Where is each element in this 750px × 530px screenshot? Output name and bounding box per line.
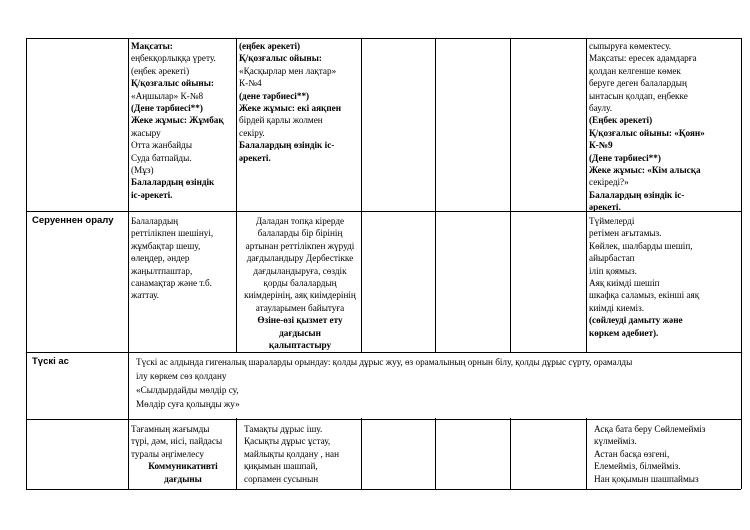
grid-line-6 [586,38,587,489]
lunch-col1-line: түрі, дәм, иісі, пайдасы [131,436,223,447]
walk-col1-line: Балалардың өзіндік [131,177,215,188]
return-col2-line: Өзіне-өзі қызмет ету [257,315,343,326]
walk-col6-line: Қ/қозғалыс ойыны: «Қоян» [589,127,705,138]
lunch-col2 [244,423,339,485]
walk-col6-line: сыпыруға көмектесу. [589,41,672,51]
walk-col6-line: әрекеті. [589,202,621,213]
return-col2-line: артынан реттілікпен жүруді [245,240,355,251]
walk-col1-line: іс-әрекеті. [131,189,173,200]
walk-col1-line: «Аңшылар» К-№8 [131,90,204,101]
row-label-lunch: Түскі ас [32,356,69,367]
walk-col1-line: (Мұз) [131,165,154,176]
grid-line-3 [361,38,362,489]
walk-col1-line: Суда батпайды. [131,152,192,163]
walk-col2-line: Жеке жұмыс: екі аяқпен [239,103,341,114]
lunch-col1-line: дағдыны [164,473,202,484]
lunch-col2-line: сорпамен сусынын [244,473,319,484]
walk-col6-line: К-№9 [589,140,613,151]
return-col2-line: киімдерінің, аяқ киімдерінің [244,290,356,301]
lunch-col2-line: майлықты қолдану , нан [244,448,340,459]
return-col6-line: көркем әдебиет). [589,327,659,338]
walk-col6-line: Мақсаты: ересек адамдарға [589,53,697,64]
return-col1-line: өлеңдер, әндер [131,253,190,264]
return-col6-line: ретімен ағытамыз. [589,228,662,239]
return-col1-line: жаттау. [131,290,159,301]
walk-col1-line: Отта жанбайды [131,140,193,151]
lunch-col1-line: Коммуникативті [148,461,218,472]
walk-col1-line: Жеке жұмыс: Жұмбақ [131,115,224,126]
walk-col2-line: әрекеті. [239,152,271,163]
walk-col2-line: К-№4 [239,78,262,89]
walk-col2-line: бірдей қарлы жолмен [239,115,323,126]
return-col2-line: дағдыландыруға, сөздік [253,265,347,276]
lunch-col2-line: қиқымын шашпай, [244,461,318,472]
lunch-col6-line: Асқа бата беру Сөйлемейміз [594,424,706,434]
walk-col2-line: «Қасқырлар мен лақтар» [239,65,337,76]
lunch-wide-text [136,355,632,411]
return-col2-line: дағдысын [279,327,321,338]
return-col1-line: реттілікпен шешінуі, [131,228,214,239]
grid-line-4 [435,38,436,489]
lunch-col6-line: Нан қоқымын шашпаймыз [594,473,699,484]
grid-line-left [26,38,27,489]
lunch-col6-line: күлмейміз. [594,436,637,447]
return-col1-line: Балалардың [131,216,179,226]
return-col2 [239,215,361,351]
lunch-col1-line: Тағамның жағымды [131,424,210,434]
walk-col2-line: (дене тәрбиесі**) [239,90,310,101]
walk-col6-line: (Еңбек әрекеті) [589,115,653,126]
return-col6 [589,215,699,339]
return-col2-line: қорды балалардың [263,278,337,289]
lunch-wide-line-4: Мөлдір суға қолыңды жу» [136,399,240,409]
return-col6-line: айырбастап [589,253,635,264]
return-col6-line: шкафқа саламыз, екінші аяқ [589,290,700,301]
return-col6-line: (сөйлеуді дамыту және [589,315,683,326]
walk-col1-line: (Дене тәрбиесі**) [131,103,203,114]
walk-col1-line: Қ/қозғалыс ойыны: [131,78,214,89]
walk-col1-line: Мақсаты: [131,41,173,51]
walk-col6-line: секіреді?» [589,177,629,188]
walk-col1-line: жасыру [131,127,161,138]
return-col6-line: іліп қоямыз. [589,265,637,276]
walk-col6-line: Балалардың өзіндік іс- [589,189,685,200]
walk-col6-line: беруге деген балалардың [589,78,687,89]
lunch-col2-line: Қасықты дұрыс ұстау, [244,436,331,447]
lunch-col6-line: Елемейміз, білмейміз. [594,461,681,472]
walk-col2-line: (еңбек әрекеті) [239,41,301,51]
return-col1-line: жаңылтпаштар, [131,265,193,276]
walk-col6-line: Жеке жұмыс: «Кім алысқа [589,165,701,176]
grid-line-lunch-split [26,419,741,420]
walk-col6-line: ынтасын қолдап, еңбекке [589,90,688,101]
walk-col2-line: Қ/қозғалыс ойыны: [239,53,322,64]
lunch-col1-line: туралы әңгімелесу [131,448,204,459]
grid-line-right [741,38,742,489]
return-col6-line: Түймелерді [589,216,635,226]
walk-col2-line: секіру. [239,127,265,138]
lunch-wide-line-2: ілу көркем сөз қолдану [136,371,227,381]
return-col2-line: Даладан топқа кірерде [255,216,345,226]
walk-col2-line: Балалардың өзіндік іс- [239,140,335,151]
walk-col2 [239,40,341,164]
return-col6-line: киімді киеміз. [589,302,645,313]
return-col2-line: атауларымен байытуға [255,302,345,313]
return-col2-line: балаларды бір бірінің [257,228,343,239]
walk-col1-line: (еңбек әрекеті) [131,65,190,76]
return-col6-line: Көйлек, шалбарды шешіп, [589,240,693,251]
return-col6-line: Аяқ киімді шешіп [589,278,660,289]
return-col2-line: дағдыландыру Дербестікке [246,253,354,264]
row-label-return: Серуеннен оралу [32,215,114,226]
return-col1-line: санамақтар және т.б. [131,278,212,289]
grid-line-bottom [26,489,741,490]
walk-col1-line: еңбекқорлыққа үрету. [131,53,216,64]
walk-col6-line: баулу. [589,103,613,114]
return-col1 [131,215,213,302]
return-col2-line: қалыптастыру [268,340,332,351]
lunch-col6-line: Астан басқа өзгені, [594,448,670,459]
grid-line-1 [128,38,129,489]
lunch-wide-line-3: «Сылдырдайды мөлдір су, [136,385,239,395]
lunch-col2-line: Тамақты дұрыс ішу. [244,424,323,434]
walk-col6-line: (Дене тәрбиесі**) [589,152,661,163]
walk-col6 [589,40,705,214]
walk-col1 [131,40,224,201]
walk-col6-line: қолдан келгенше көмек [589,65,681,76]
return-col1-line: жұмбақтар шешу, [131,240,201,251]
grid-line-5 [510,38,511,489]
lunch-wide-line-1: Түскі ас алдында гигеналық шараларды орындау: қолды дұрыс жуу, өз орамалының орнын білу, қолды дұрыс сүрту, орамалды [136,357,633,367]
grid-line-top [26,38,741,39]
grid-line-2 [236,38,237,489]
lunch-col6 [594,423,705,485]
lunch-col1 [131,423,235,485]
